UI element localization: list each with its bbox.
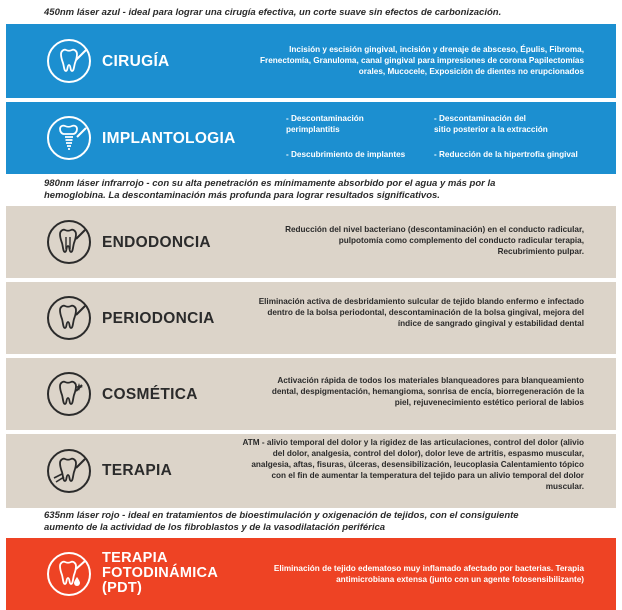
intro-red-laser: 635nm láser rojo - ideal en tratamientos de bioestimulación y oxigenación de tejidos, con el consiguiente aumento de la actividad de los fibroblastos y de la vasodilatación periférica [44,510,519,533]
tooth-drop-icon [46,551,92,597]
implant-item: - Reducción de la hipertrofia gingival [434,150,578,159]
intro-blue-laser: 450nm láser azul - ideal para lograr una cirugía efectiva, un corte suave sin efectos de carbonización. [44,7,502,18]
tooth-root-icon [46,219,92,265]
tooth-laser-icon [46,38,92,84]
band-implantologia [6,102,616,174]
band-description: Activación rápida de todos los materiales blanqueadores para blanqueamiento dental, despigmentación, hemangioma, sonrisa de encía, biorregeneración de la piel, rejuvenecimiento estético perioral de labios [271,376,584,407]
tooth-therapy-icon [46,448,92,494]
band-description: Incisión y escisión gingival, incisión y drenaje de absceso, Épulis, Fibroma, Frenectomía, Granuloma, canal gingival para impresiones de corona Papilectomías orales, Mucocele, Exposición de dientes no erupcionados [260,45,584,76]
band-terapia [6,434,616,508]
tooth-sparkle-icon [46,371,92,417]
tooth-gum-icon [46,295,92,341]
implant-icon [46,115,92,161]
implant-item: - Descontaminación del sitio posterior a la extracción [434,114,548,134]
band-title: IMPLANTOLOGIA [102,130,236,147]
band-description: Eliminación activa de desbridamiento sulcular de tejido blando enfermo e infectado dentro de la bolsa periodontal, descontaminación de la bolsa gingival, mejora del índice de sangrado gingival y estabilidad dental [258,297,584,328]
band-title: TERAPIA [102,462,173,479]
band-title: PERIODONCIA [102,310,215,327]
implant-item: - Descubrimiento de implantes [286,150,406,159]
intro-infrared-laser: 980nm láser infrarrojo - con su alta penetración es mínimamente absorbido por el agua y más por la hemoglobina. La descontaminación más profunda para lograr resultados significativos. [44,178,496,201]
implant-items [286,102,606,174]
band-description: Eliminación de tejido edematoso muy inflamado afectado por bacterias. Terapia antimicrobiana extensa (junto con un agente fotosensibilizante) [273,564,584,584]
band-cosmetica [6,358,616,430]
band-description: ATM - alivio temporal del dolor y la rigidez de las articulaciones, control del dolor (alivio del dolor, analgesia, control del dolor), dolor leve de artritis, espasmo muscular, analgesia, aftas, fisuras, úlceras, desensibilización, leucoplasia Calentamiento tópico con el fin de aumentar la temperatura del tejido para un alivio temporal del dolor muscular. [242,438,584,491]
band-title: COSMÉTICA [102,386,198,403]
band-pdt [6,538,616,610]
band-endodoncia [6,206,616,278]
band-title: ENDODONCIA [102,234,211,251]
band-periodoncia [6,282,616,354]
band-cirugia [6,24,616,98]
implant-item: - Descontaminación perimplantitis [286,114,364,134]
band-title: CIRUGÍA [102,53,170,70]
band-title: TERAPIA FOTODINÁMICA (PDT) [102,550,219,596]
band-description: Reducción del nivel bacteriano (descontaminación) en el conducto radicular, pulpotomía como complemento del conducto radicular terapia, Recubrimiento pulpar. [285,225,584,256]
